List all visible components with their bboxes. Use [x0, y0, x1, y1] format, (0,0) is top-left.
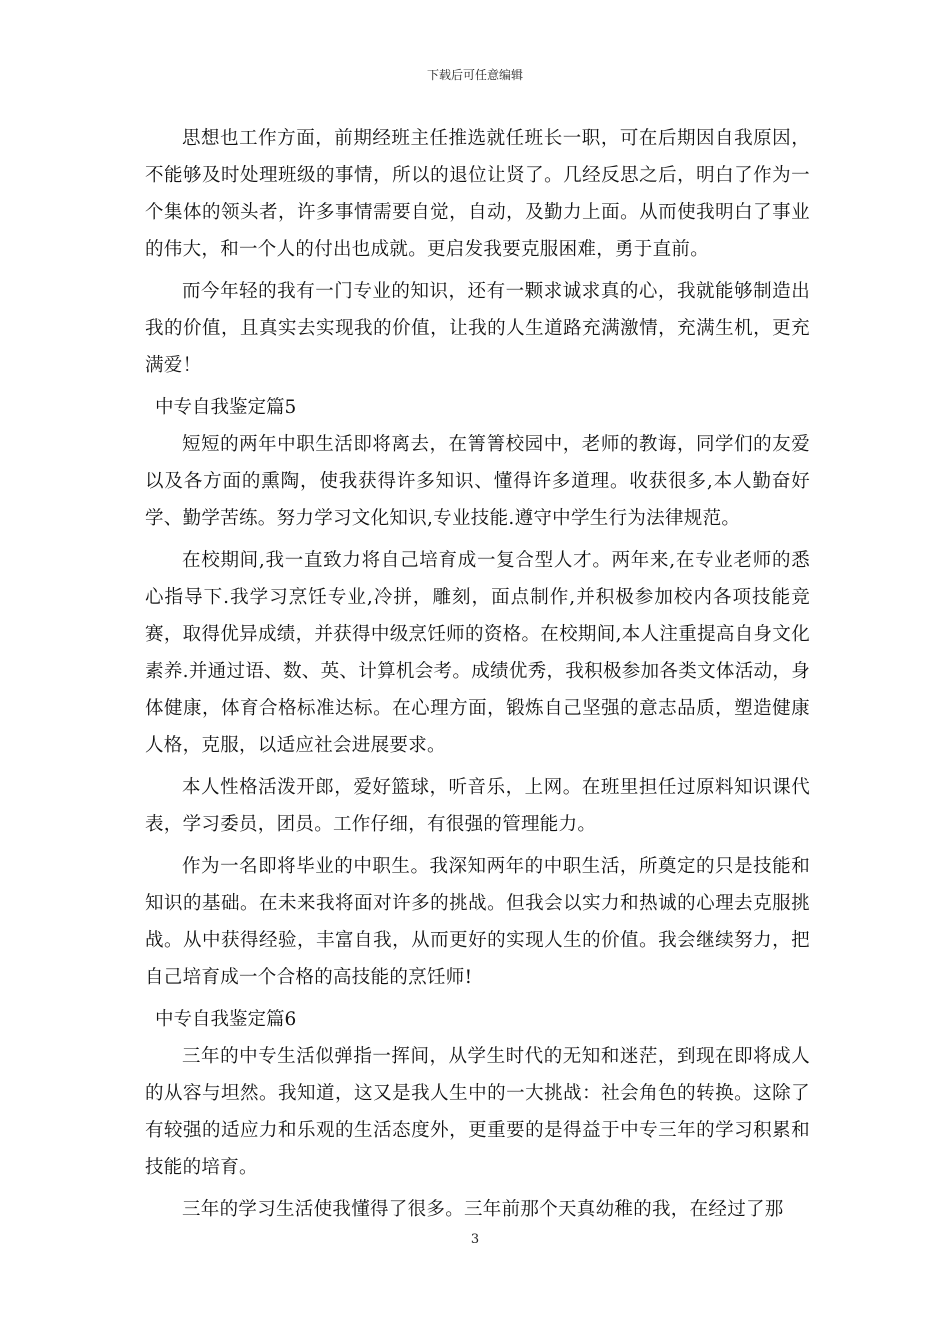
section-heading: 中专自我鉴定篇6 [155, 1009, 297, 1030]
paragraph: 在校期间,我一直致力将自己培育成一复合型人才。两年来,在专业老师的悉心指导下.我学习烹饪专业,冷拼，雕刻，面点制作,并积极参加校内各项技能竞赛，取得优异成绩，并获得中级烹饪师的资格。在校期间,本人注重提高自身文化素养.并通过语、数、英、计算机会考。成绩优秀，我积极参加各类文体活动，身体健康，体育合格标准达标。在心理方面，锻炼自己坚强的意志品质，塑造健康人格，克服，以适应社会进展要求。 [145, 550, 810, 756]
paragraph: 本人性格活泼开郎，爱好篮球，听音乐，上网。在班里担任过原料知识课代表，学习委员，团员。工作仔细，有很强的管理能力。 [145, 777, 810, 835]
document-body [145, 120, 810, 1233]
paragraph: 作为一名即将毕业的中职生。我深知两年的中职生活，所奠定的只是技能和知识的基础。在未来我将面对许多的挑战。但我会以实力和热诚的心理去克服挑战。从中获得经验，丰富自我，从而更好的实现人生的价值。我会继续努力，把自己培育成一个合格的高技能的烹饪师! [145, 856, 810, 988]
page-header: 下载后可任意编辑 [426, 68, 523, 82]
paragraph: 而今年轻的我有一门专业的知识，还有一颗求诚求真的心，我就能够制造出我的价值，且真实去实现我的价值，让我的人生道路充满激情，充满生机，更充满爱！ [145, 281, 810, 376]
paragraph: 思想也工作方面，前期经班主任推选就任班长一职，可在后期因自我原因，不能够及时处理班级的事情，所以的退位让贤了。几经反思之后，明白了作为一个集体的领头者，许多事情需要自觉，自动，及勤力上面。从而使我明白了事业的伟大，和一个人的付出也成就。更启发我要克服困难，勇于直前。 [145, 128, 810, 260]
page-number: 3 [470, 1232, 480, 1247]
section-heading: 中专自我鉴定篇5 [155, 397, 297, 418]
paragraph: 三年的中专生活似弹指一挥间，从学生时代的无知和迷茫，到现在即将成人的从容与坦然。我知道，这又是我人生中的一大挑战：社会角色的转换。这除了有较强的适应力和乐观的生活态度外，更重要的是得益于中专三年的学习积累和技能的培育。 [145, 1046, 810, 1178]
paragraph: 三年的学习生活使我懂得了很多。三年前那个天真幼稚的我，在经过了那 [182, 1199, 784, 1220]
paragraph: 短短的两年中职生活即将离去，在箐箐校园中，老师的教诲，同学们的友爱以及各方面的熏陶，使我获得许多知识、懂得许多道理。收获很多,本人勤奋好学、勤学苦练。努力学习文化知识,专业技能.遵守中学生行为法律规范。 [145, 434, 810, 529]
